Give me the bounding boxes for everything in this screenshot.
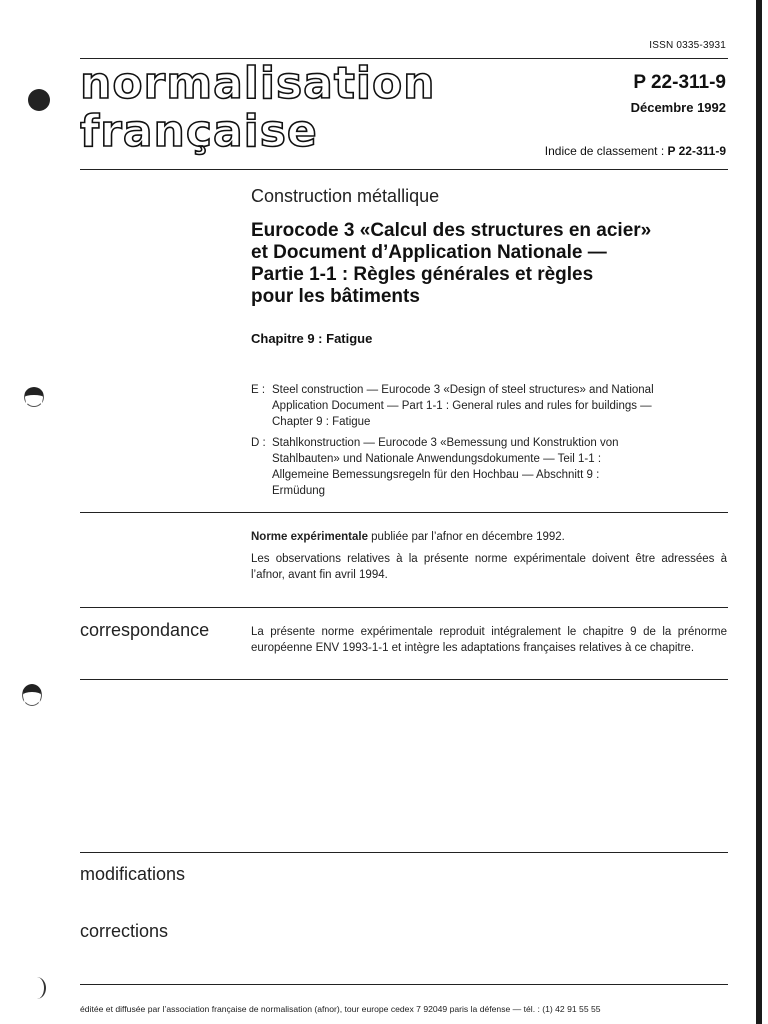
classification-index-label: Indice de classement : xyxy=(544,144,668,158)
scan-edge-shadow xyxy=(756,0,762,1024)
translation-line: Stahlbauten» und Nationale Anwendungsdokumente — Teil 1-1 : xyxy=(272,453,602,465)
modifications-label: modifications xyxy=(80,864,186,884)
header-bottom-rule xyxy=(80,169,728,170)
section-rule xyxy=(80,512,728,513)
issn-number: ISSN 0335-3931 xyxy=(649,40,726,51)
publication-date: Décembre 1992 xyxy=(630,100,726,115)
section-rule xyxy=(80,607,728,608)
title-line: et Document d’Application Nationale — xyxy=(251,242,607,263)
language-code: D : xyxy=(251,437,266,449)
translation-line: Application Document — Part 1-1 : General rules and rules for buildings — xyxy=(272,400,652,412)
correspondance-label: correspondance xyxy=(80,620,210,640)
title-line: pour les bâtiments xyxy=(251,286,420,307)
punch-hole-lower xyxy=(22,684,42,706)
translation-line: Stahlkonstruction — Eurocode 3 «Bemessung und Konstruktion von xyxy=(272,437,619,449)
title-line: Partie 1-1 : Règles générales et règles xyxy=(251,264,594,285)
observations-note: Les observations relatives à la présente norme expérimentale doivent être adressées à l’afnor, avant fin avril 1994. xyxy=(251,553,727,581)
document-title xyxy=(251,220,741,308)
footer-rule xyxy=(80,984,728,985)
punch-hole-middle xyxy=(24,387,44,407)
translation-line: Ermüdung xyxy=(272,485,326,497)
translation-line: Allgemeine Bemessungsregeln für den Hochbau — Abschnitt 9 : xyxy=(272,469,600,481)
translation-line: Steel construction — Eurocode 3 «Design of steel structures» and National xyxy=(272,384,654,396)
german-title xyxy=(251,435,731,499)
correspondance-text: La présente norme expérimentale reproduit intégralement le chapitre 9 de la prénorme européenne ENV 1993-1-1 et intègre les adaptations françaises relatives à ce chapitre. xyxy=(251,626,727,654)
chapter-title: Chapitre 9 : Fatigue xyxy=(251,331,373,346)
footer-publisher: éditée et diffusée par l’association française de normalisation (afnor), tour europe cedex 7 92049 paris la défense — tél. : (1) 42 91 55 55 xyxy=(80,1004,601,1014)
publication-note xyxy=(251,529,727,545)
standard-reference: P 22-311-9 xyxy=(633,72,726,93)
logo-normalisation: normalisation xyxy=(80,58,436,109)
title-line: Eurocode 3 «Calcul des structures en acier» xyxy=(251,220,652,241)
classification-index xyxy=(545,144,726,158)
publication-statement: publiée par l’afnor en décembre 1992. xyxy=(367,531,565,543)
corrections-label: corrections xyxy=(80,921,169,941)
norm-type: Norme expérimentale xyxy=(251,531,368,543)
document-subject: Construction métallique xyxy=(251,186,440,206)
section-rule xyxy=(80,679,728,680)
punch-hole-top xyxy=(28,89,50,111)
translation-line: Chapter 9 : Fatigue xyxy=(272,416,371,428)
classification-index-value: P 22-311-9 xyxy=(667,144,726,158)
section-rule xyxy=(80,852,728,853)
language-code: E : xyxy=(251,384,266,396)
logo-francaise: française xyxy=(80,106,318,157)
punch-hole-bottom xyxy=(28,977,46,999)
english-title xyxy=(251,382,731,430)
